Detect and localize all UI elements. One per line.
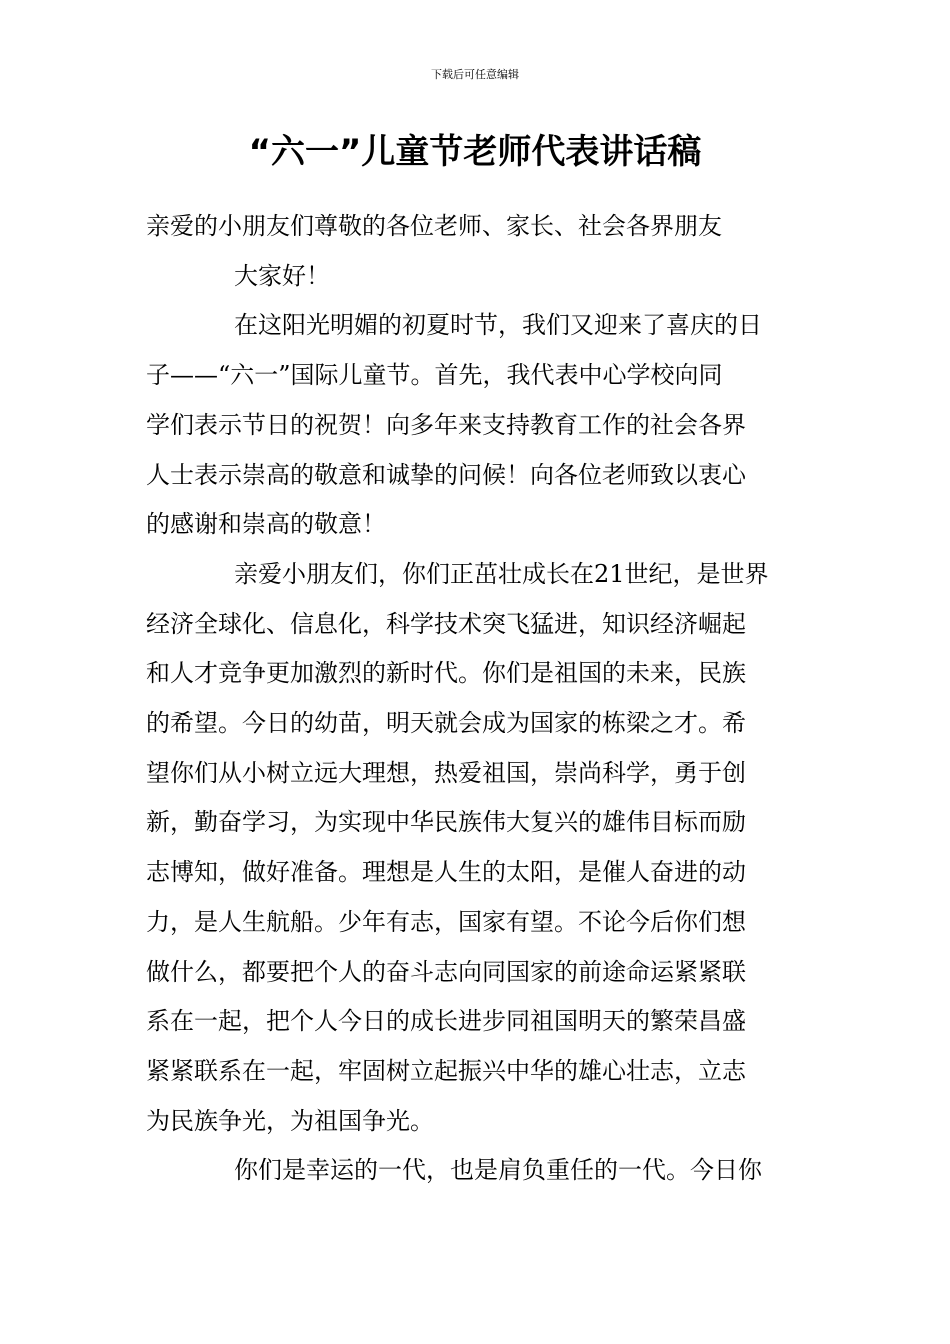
- body-line: 做什么，都要把个人的奋斗志向同国家的前途命运紧紧联: [146, 957, 746, 986]
- body-line: 系在一起，把个人今日的成长进步同祖国明天的繁荣昌盛: [146, 1007, 746, 1036]
- body-line: 你们是幸运的一代，也是肩负重任的一代。今日你: [234, 1156, 762, 1185]
- body-line: 的感谢和崇高的敬意！: [146, 510, 386, 539]
- body-line: 紧紧联系在一起，牢固树立起振兴中华的雄心壮志，立志: [146, 1056, 746, 1085]
- body-line: 经济全球化、信息化，科学技术突飞猛进，知识经济崛起: [146, 609, 746, 638]
- document-body: [146, 202, 816, 1196]
- header-note: 下载后可任意编辑: [431, 68, 519, 81]
- document-title: “六一”儿童节老师代表讲话稿: [248, 132, 702, 172]
- salutation-line: 亲爱的小朋友们尊敬的各位老师、家长、社会各界朋友: [146, 212, 722, 240]
- body-line: 新，勤奋学习，为实现中华民族伟大复兴的雄伟目标而励: [146, 808, 746, 837]
- greeting-line: 大家好！: [234, 261, 330, 290]
- body-line: 的希望。今日的幼苗，明天就会成为国家的栋梁之才。希: [146, 709, 746, 738]
- body-line: 亲爱小朋友们，你们正茁壮成长在21世纪，是世界: [234, 559, 769, 588]
- body-line: 力，是人生航船。少年有志，国家有望。不论今后你们想: [146, 907, 746, 936]
- body-line: 望你们从小树立远大理想，热爱祖国，崇尚科学，勇于创: [146, 758, 746, 787]
- body-line: 和人才竞争更加激烈的新时代。你们是祖国的未来，民族: [146, 659, 746, 688]
- body-line: 学们表示节日的祝贺！向多年来支持教育工作的社会各界: [146, 410, 746, 439]
- body-line: 子——“六一”国际儿童节。首先，我代表中心学校向同: [146, 361, 723, 390]
- body-line: 为民族争光，为祖国争光。: [146, 1106, 434, 1135]
- body-line: 志博知，做好准备。理想是人生的太阳，是催人奋进的动: [146, 858, 746, 887]
- body-line: 在这阳光明媚的初夏时节，我们又迎来了喜庆的日: [234, 311, 762, 340]
- body-line: 人士表示崇高的敬意和诚挚的问候！向各位老师致以衷心: [146, 460, 746, 489]
